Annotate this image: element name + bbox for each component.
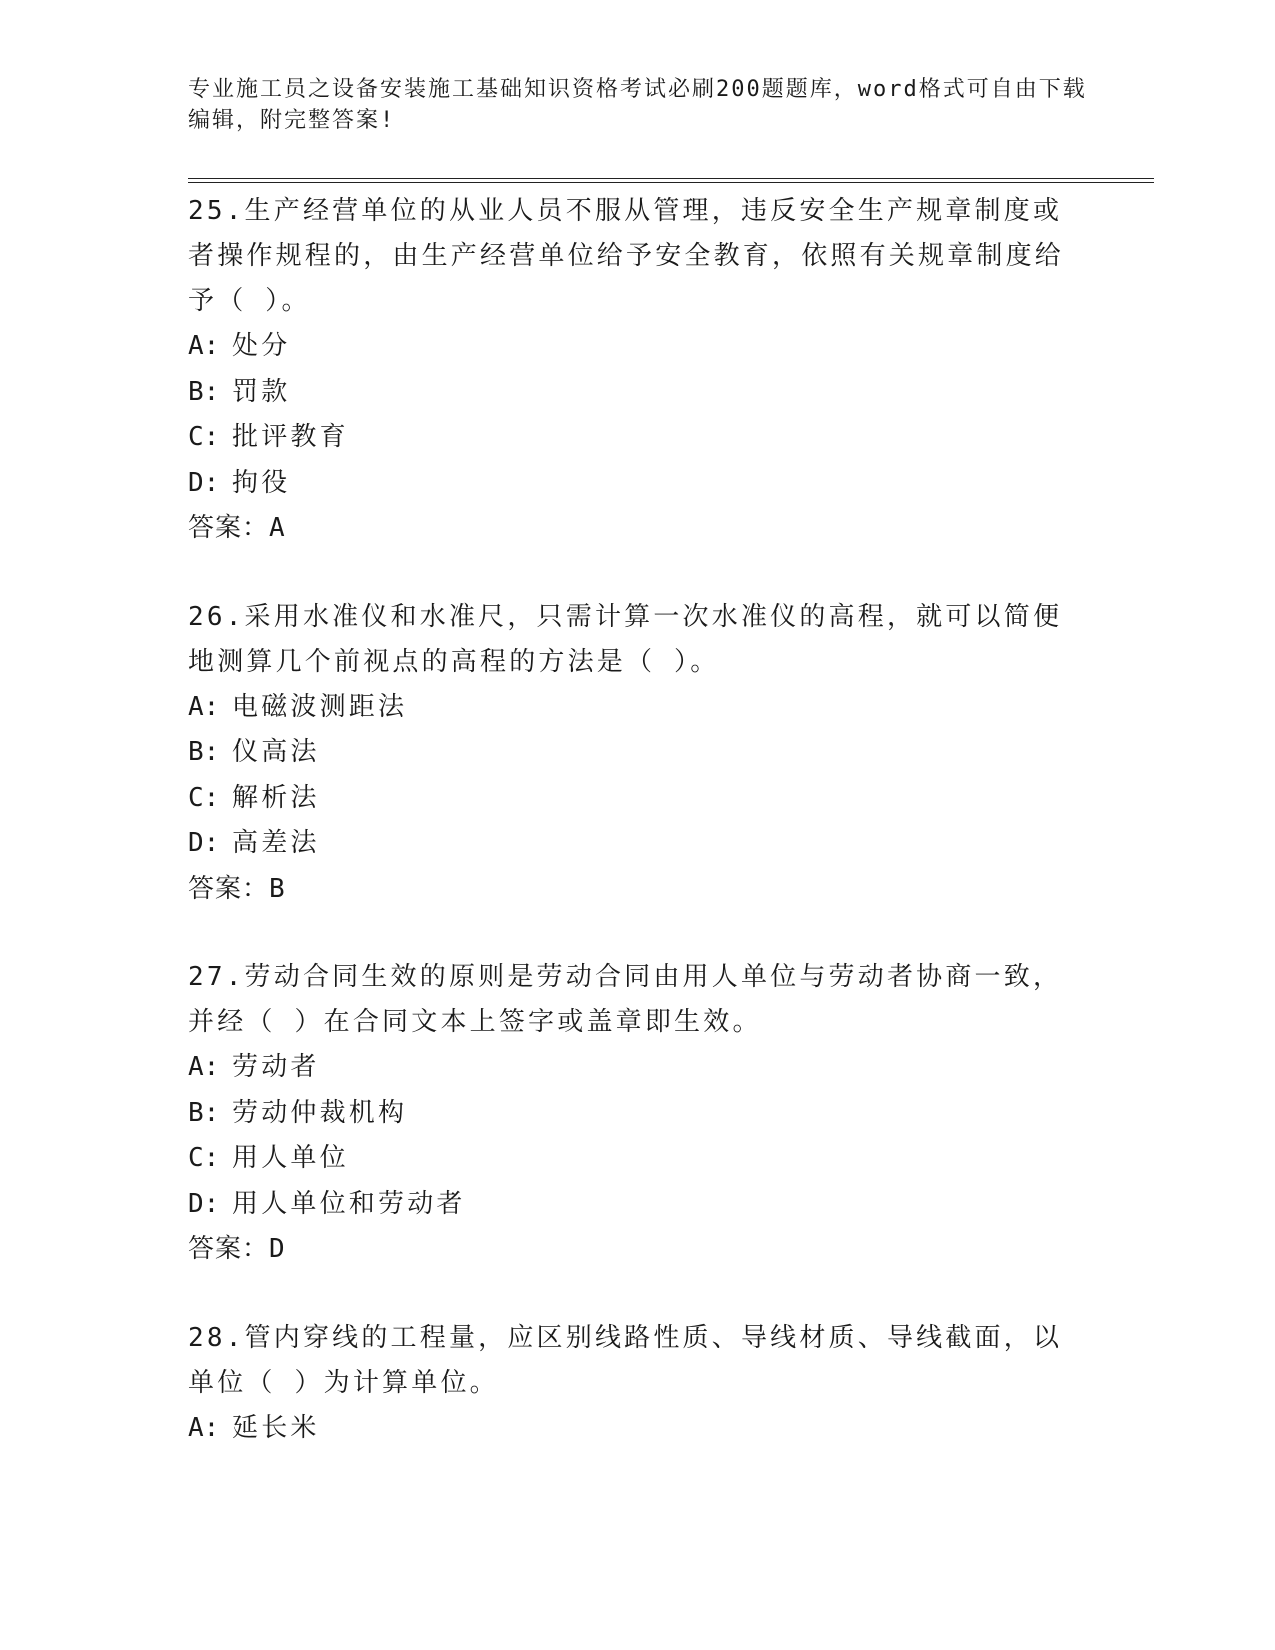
option-letter: D: <box>188 467 220 498</box>
question-25 <box>188 189 1088 552</box>
question-27 <box>188 955 1088 1273</box>
option-letter: A: <box>188 1052 220 1082</box>
option-text: 仪高法 <box>232 737 320 767</box>
option-c <box>188 415 1088 461</box>
answer-line <box>188 1227 1088 1273</box>
option-b <box>188 370 1088 416</box>
option-letter: A: <box>188 1412 220 1443</box>
option-text: 用人单位 <box>232 1143 349 1173</box>
option-letter: A: <box>188 331 220 361</box>
option-b <box>188 730 1088 776</box>
question-list <box>188 189 1088 1494</box>
option-text: 延长米 <box>232 1412 320 1443</box>
answer-value: D <box>269 1234 287 1264</box>
option-a <box>188 1406 1088 1452</box>
option-a <box>188 324 1088 370</box>
document-header: 专业施工员之设备安装施工基础知识资格考试必刷200题题库，word格式可自由下载编辑，附完整答案! <box>188 77 1087 133</box>
option-d <box>188 461 1088 507</box>
option-text: 批评教育 <box>232 422 349 452</box>
question-28 <box>188 1316 1088 1452</box>
answer-value: A <box>269 513 287 543</box>
answer-label: 答案： <box>188 1234 270 1264</box>
option-letter: C: <box>188 1143 220 1173</box>
option-text: 解析法 <box>232 782 320 813</box>
question-26 <box>188 595 1088 913</box>
option-d <box>188 821 1088 867</box>
question-stem: 25.生产经营单位的从业人员不服从管理，违反安全生产规章制度或者操作规程的，由生产经营单位给予安全教育，依照有关规章制度给予（ ）。 <box>188 196 1065 316</box>
option-letter: D: <box>188 828 220 858</box>
option-letter: B: <box>188 376 220 407</box>
option-text: 罚款 <box>232 376 291 407</box>
answer-label: 答案： <box>188 513 270 543</box>
option-letter: B: <box>188 1097 220 1128</box>
option-letter: B: <box>188 737 220 767</box>
option-letter: A: <box>188 691 220 722</box>
option-text: 劳动者 <box>232 1052 320 1082</box>
option-text: 处分 <box>232 331 291 361</box>
option-c <box>188 776 1088 822</box>
option-letter: C: <box>188 422 220 452</box>
option-text: 劳动仲裁机构 <box>232 1097 408 1128</box>
option-a <box>188 1045 1088 1091</box>
option-text: 用人单位和劳动者 <box>232 1188 466 1219</box>
option-text: 拘役 <box>232 467 291 498</box>
option-b <box>188 1091 1088 1137</box>
answer-label: 答案： <box>188 873 270 904</box>
answer-value: B <box>269 873 287 904</box>
option-letter: D: <box>188 1188 220 1219</box>
question-stem: 27.劳动合同生效的原则是劳动合同由用人单位与劳动者协商一致，并经（ ）在合同文本上签字或盖章即生效。 <box>188 962 1063 1037</box>
option-c <box>188 1136 1088 1182</box>
answer-line <box>188 867 1088 913</box>
question-stem: 28.管内穿线的工程量，应区别线路性质、导线材质、导线截面，以单位（ ）为计算单位。 <box>188 1322 1063 1398</box>
option-d <box>188 1182 1088 1228</box>
option-letter: C: <box>188 782 220 813</box>
option-text: 电磁波测距法 <box>232 691 408 722</box>
header-divider <box>188 178 1154 183</box>
answer-line <box>188 506 1088 552</box>
option-a <box>188 685 1088 731</box>
option-text: 高差法 <box>232 828 320 858</box>
question-stem: 26.采用水准仪和水准尺，只需计算一次水准仪的高程，就可以简便地测算几个前视点的高程的方法是（ ）。 <box>188 601 1063 677</box>
